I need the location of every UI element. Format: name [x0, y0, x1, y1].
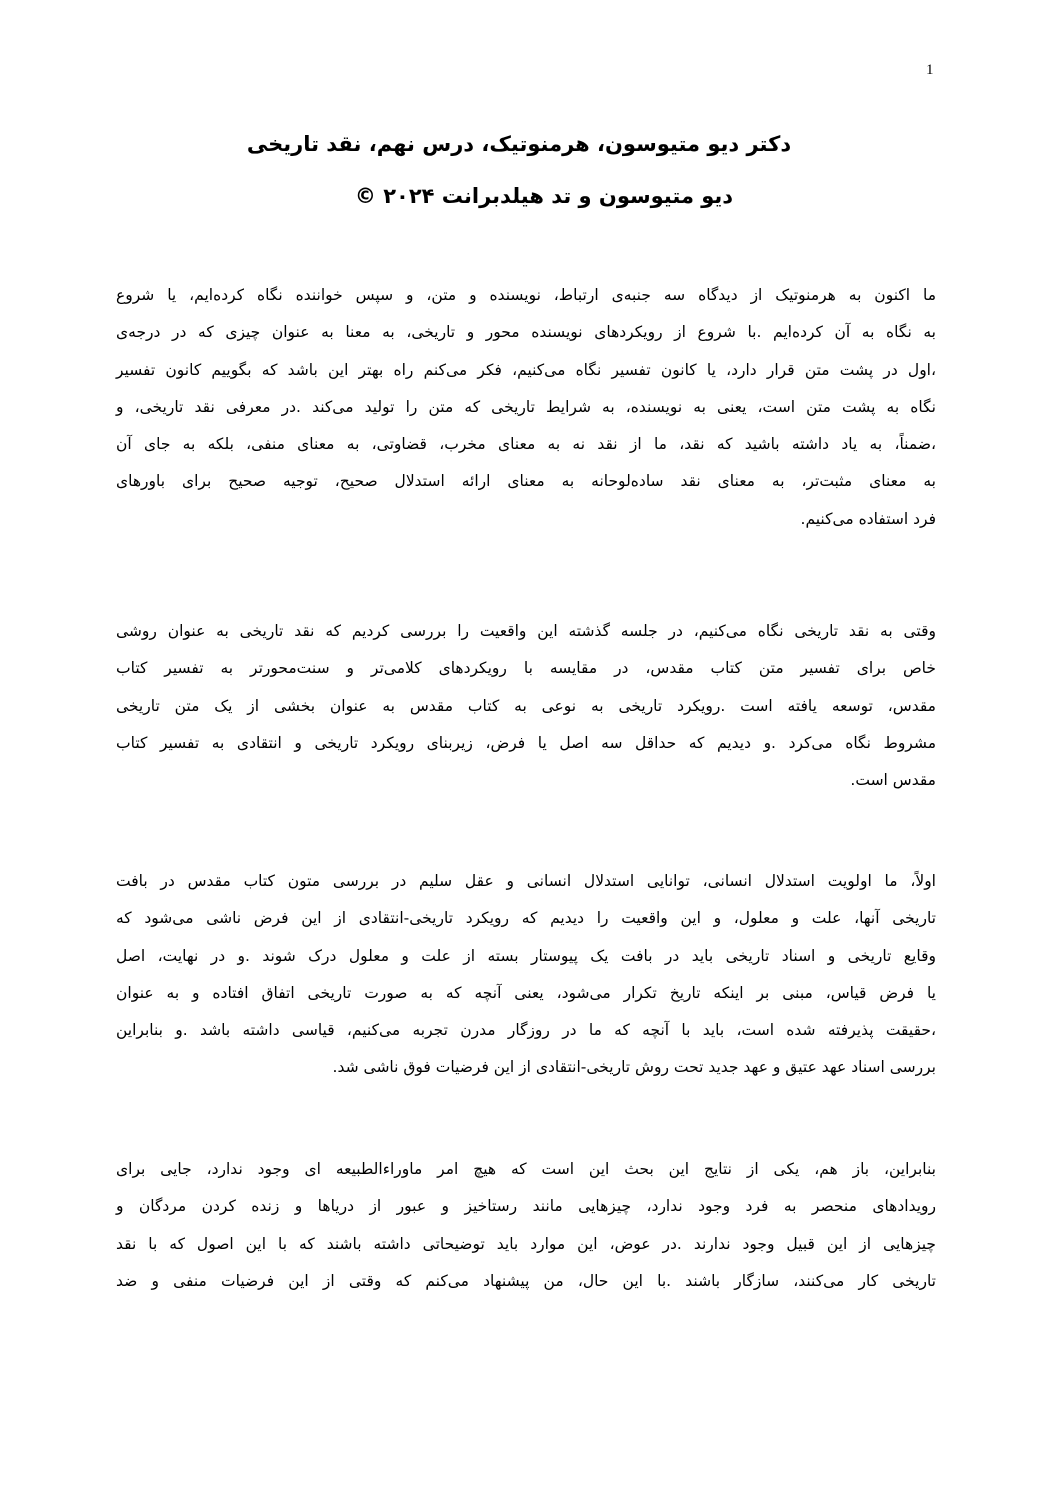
text-line: تاریخی آنها، علت و معلول، و این واقعیت را دیدیم که رویکرد تاریخی-انتقادی از این فرض ناشی می‌شود که — [116, 909, 936, 928]
paragraph — [116, 277, 936, 538]
text-line: چیزهایی از این قبیل وجود ندارند .در عوض، این موارد باید توضیحاتی داشته باشند که با این اصول که با نقد — [116, 1234, 936, 1253]
paragraph — [116, 613, 936, 799]
copyright-line: دیو متیوسون و تد هیلدبرانت ۲۰۲۴ © — [354, 184, 734, 208]
text-line: نگاه به پشت متن است، یعنی به نویسنده، به شرایط تاریخی که متن را تولید می‌کند .در معرفی نقد تاریخی، و — [116, 397, 936, 416]
text-line: مقدس است. — [850, 771, 936, 790]
text-line: مشروط نگاه می‌کرد .و دیدیم که حداقل سه اصل یا فرض، زیربنای رویکرد تاریخی و انتقادی به تفسیر کتاب — [116, 733, 936, 752]
text-line: وقایع تاریخی و اسناد تاریخی باید در بافت یک پیوستار بسته از علت و معلول درک شوند .و در نهایت، اصل — [116, 946, 936, 965]
page-number: 1 — [926, 62, 934, 78]
text-line: خاص برای تفسیر متن کتاب مقدس، در مقایسه با رویکردهای کلامی‌تر و سنت‌محورتر به تفسیر کتاب — [116, 659, 936, 678]
text-line: ما اکنون به هرمنوتیک از دیدگاه سه جنبه‌ی ارتباط، نویسنده و متن، و سپس خواننده نگاه کرده‌ایم، یا شروع — [116, 286, 936, 304]
text-line: رویدادهای منحصر به فرد وجود ندارد، چیزهایی مانند رستاخیز و عبور از دریاها و زنده کردن مردگان و — [116, 1197, 936, 1216]
text-line: یا فرض قیاس، مبنی بر اینکه تاریخ تکرار می‌شود، یعنی آنچه که به صورت تاریخی اتفاق افتاده و به عنوان — [116, 983, 936, 1002]
text-line: وقتی به نقد تاریخی نگاه می‌کنیم، در جلسه گذشته این واقعیت را بررسی کردیم که نقد تاریخی به عنوان روشی — [116, 622, 936, 640]
text-line: بنابراین، باز هم، یکی از نتایج این بحث این است که هیچ امر ماوراءالطبیعه ای وجود ندارد، جایی برای — [116, 1160, 936, 1178]
text-line: اولاً، ما اولویت استدلال انسانی، توانایی استدلال انسانی و عقل سلیم در بررسی متون کتاب مقدس در بافت — [116, 872, 936, 890]
paragraph — [116, 1151, 936, 1300]
text-line: به معنای مثبت‌تر، به معنای نقد ساده‌لوحانه به معنای ارائه استدلال صحیح، توجیه صحیح برای باورهای — [116, 472, 936, 491]
paragraph — [116, 863, 936, 1087]
text-line: ،اول در پشت متن قرار دارد، یا کانون تفسیر نگاه می‌کنیم، فکر می‌کنم راه بهتر این باشد که بگوییم کانون تفسیر — [116, 360, 936, 379]
text-line: فرد استفاده می‌کنیم. — [800, 509, 936, 528]
text-line: بررسی اسناد عهد عتیق و عهد جدید تحت روش تاریخی-انتقادی از این فرضیات فوق ناشی شد. — [332, 1058, 936, 1077]
text-line: تاریخی کار می‌کنند، سازگار باشند .با این حال، من پیشنهاد می‌کنم که وقتی از این فرضیات منفی و ضد — [116, 1271, 936, 1290]
text-line: ،حقیقت پذیرفته شده است، باید با آنچه که ما در روزگار مدرن تجربه می‌کنیم، قیاسی داشته باشد .و بنابراین — [116, 1021, 936, 1040]
text-line: مقدس، توسعه یافته است .رویکرد تاریخی به نوعی به کتاب مقدس به عنوان بخشی از یک متن تاریخی — [116, 696, 936, 715]
text-line: به نگاه به آن کرده‌ایم .با شروع از رویکردهای نویسنده محور و تاریخی، به معنا به عنوان چیزی که در درجه‌ی — [116, 323, 936, 342]
document-title: دکتر دیو متیوسون، هرمنوتیک، درس نهم، نقد تاریخی — [246, 132, 792, 156]
text-line: ،ضمناً، به یاد داشته باشید که نقد، ما از نقد نه به معنای مخرب، قضاوتی، به معنای منفی، بلکه به جای آن — [116, 435, 936, 454]
